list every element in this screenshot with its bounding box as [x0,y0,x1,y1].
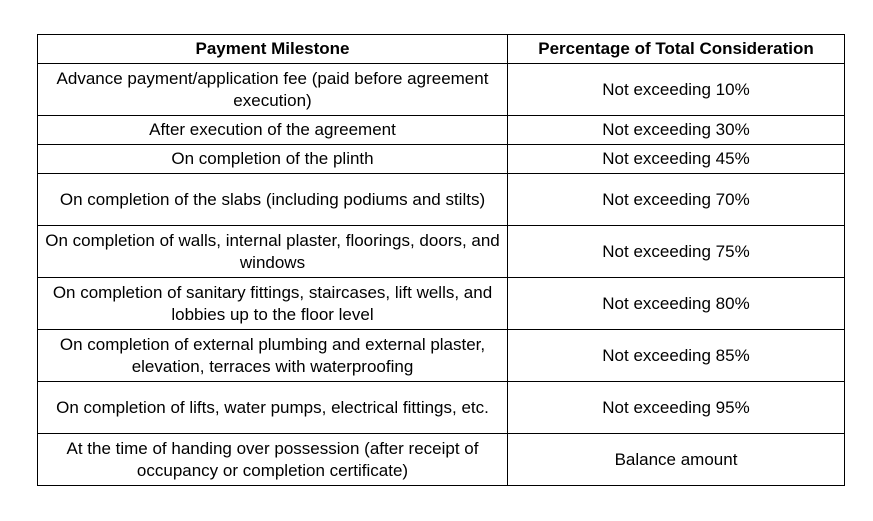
table-row [38,382,845,434]
table-row [38,116,845,145]
percentage-cell: Not exceeding 95% [508,382,845,434]
table-row [38,174,845,226]
percentage-cell: Not exceeding 70% [508,174,845,226]
table-row [38,226,845,278]
percentage-cell: Not exceeding 45% [508,145,845,174]
milestone-cell: On completion of external plumbing and external plaster, elevation, terraces with waterproofing [38,330,508,382]
table-row [38,434,845,486]
table-row [38,330,845,382]
percentage-cell: Not exceeding 75% [508,226,845,278]
percentage-cell: Not exceeding 30% [508,116,845,145]
milestone-cell: After execution of the agreement [38,116,508,145]
payment-milestone-table [37,34,845,486]
table-row [38,278,845,330]
milestone-cell: On completion of the plinth [38,145,508,174]
milestone-cell: At the time of handing over possession (after receipt of occupancy or completion certificate) [38,434,508,486]
table-row [38,145,845,174]
milestone-cell: On completion of the slabs (including podiums and stilts) [38,174,508,226]
milestone-cell: On completion of sanitary fittings, staircases, lift wells, and lobbies up to the floor level [38,278,508,330]
header-percentage: Percentage of Total Consideration [508,35,845,64]
percentage-cell: Not exceeding 80% [508,278,845,330]
header-payment-milestone: Payment Milestone [38,35,508,64]
milestone-cell: On completion of lifts, water pumps, electrical fittings, etc. [38,382,508,434]
table-row [38,64,845,116]
percentage-cell: Not exceeding 85% [508,330,845,382]
percentage-cell: Not exceeding 10% [508,64,845,116]
header-row [38,35,845,64]
milestone-cell: On completion of walls, internal plaster, floorings, doors, and windows [38,226,508,278]
milestone-cell: Advance payment/application fee (paid before agreement execution) [38,64,508,116]
percentage-cell: Balance amount [508,434,845,486]
